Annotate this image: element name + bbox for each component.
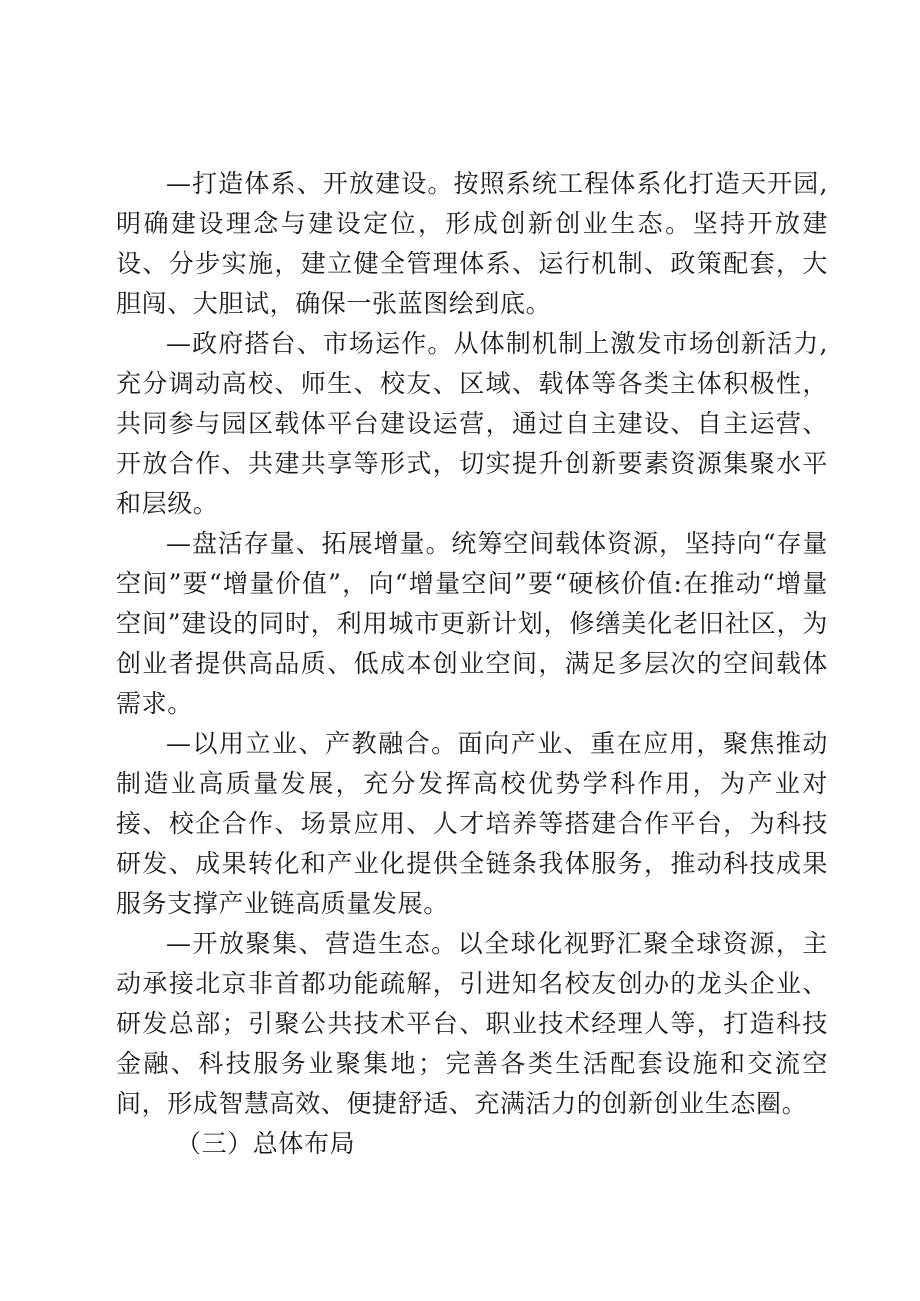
paragraph-government-platform: —政府搭台、市场运作。从体制机制上激发市场创新活力,充分调动高校、师生、校友、区域、载体等各类主体积极性，共同参与园区载体平台建设运营，通过自主建设、自主运营、开放合作、共建共享等形式，切实提升创新要素资源集聚水平和层级。 (116, 329, 828, 518)
section-heading-overall-layout: （三）总体布局 (176, 1129, 356, 1158)
document-body (116, 164, 828, 1164)
paragraph-open-construction: —打造体系、开放建设。按照系统工程体系化打造天开园,明确建设理念与建设定位，形成创新创业生态。坚持开放建设、分步实施，建立健全管理体系、运行机制、政策配套，大胆闯、大胆试，确保一张蓝图绘到底。 (116, 169, 828, 318)
paragraph-stock-increment: —盘活存量、拓展增量。统筹空间载体资源，坚持向“存量空间”要“增量价值”，向“增量空间”要“硬核价值:在推动“增量空间”建设的同时，利用城市更新计划，修缮美化老旧社区，为创业者提供高品质、低成本创业空间，满足多层次的空间载体需求。 (116, 529, 828, 718)
paragraph-industry-education: —以用立业、产教融合。面向产业、重在应用，聚焦推动制造业高质量发展，充分发挥高校优势学科作用，为产业对接、校企合作、场景应用、人才培养等搭建合作平台，为科技研发、成果转化和产业化提供全链条我体服务，推动科技成果服务支撑产业链高质量发展。 (116, 729, 828, 918)
paragraph-open-ecosystem: —开放聚集、营造生态。以全球化视野汇聚全球资源，主动承接北京非首都功能疏解，引进知名校友创办的龙头企业、研发总部；引聚公共技术平台、职业技术经理人等，打造科技金融、科技服务业聚集地；完善各类生活配套设施和交流空间，形成智慧高效、便捷舒适、充满活力的创新创业生态圈。 (116, 929, 828, 1118)
